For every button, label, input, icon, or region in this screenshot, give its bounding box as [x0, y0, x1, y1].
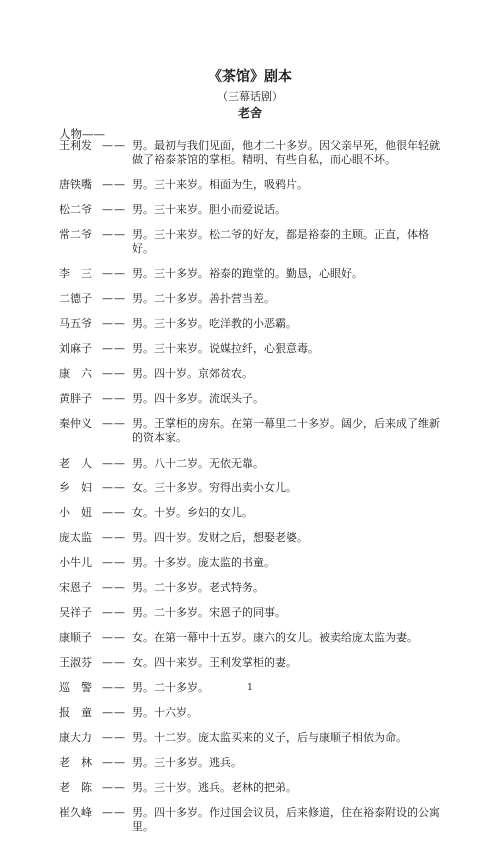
separator-dash: —— — [102, 631, 126, 645]
character-name: 乡 妇 — [59, 481, 92, 495]
character-row — [0, 317, 500, 331]
character-row — [0, 656, 500, 670]
separator-dash: —— — [102, 417, 126, 431]
character-description: 男。四十岁。发财之后，想娶老婆。 — [132, 531, 308, 545]
character-row — [0, 392, 500, 406]
separator-dash: —— — [102, 342, 126, 356]
character-name: 庞太监 — [59, 531, 92, 545]
character-description: 男。三十来岁。说媒拉纤，心狠意毒。 — [132, 342, 319, 356]
character-description: 男。四十多岁。流氓头子。 — [132, 392, 264, 406]
separator-dash: —— — [102, 531, 126, 545]
character-row — [0, 228, 500, 256]
separator-dash: —— — [102, 731, 126, 745]
separator-dash: —— — [102, 139, 126, 152]
character-description: 男。二十多岁。老式特务。 — [132, 581, 264, 595]
character-row — [0, 139, 500, 167]
character-description: 男。二十多岁。 — [132, 681, 209, 695]
separator-dash: —— — [102, 556, 126, 570]
character-row — [0, 481, 500, 495]
character-name: 巡 警 — [59, 681, 92, 695]
character-row — [0, 781, 500, 795]
character-row — [0, 631, 500, 645]
character-row — [0, 292, 500, 306]
character-description: 男。三十多岁。逃兵。 — [132, 756, 242, 770]
character-row — [0, 706, 500, 720]
character-name: 黄胖子 — [59, 392, 92, 406]
character-description: 男。二十多岁。宋恩子的同事。 — [132, 606, 286, 620]
character-row — [0, 267, 500, 281]
character-name: 康顺子 — [59, 631, 92, 645]
character-name: 常二爷 — [59, 228, 92, 242]
character-name: 小牛儿 — [59, 556, 92, 570]
character-row — [0, 606, 500, 620]
character-description: 女。十岁。乡妇的女儿。 — [132, 506, 253, 520]
character-row — [0, 581, 500, 595]
character-row — [0, 506, 500, 520]
character-row — [0, 367, 500, 381]
character-row — [0, 556, 500, 570]
separator-dash: —— — [102, 317, 126, 331]
character-description: 男。三十多岁。裕泰的跑堂的。勤恳，心眼好。 — [132, 267, 363, 281]
character-description: 男。王掌柜的房东。在第一幕里二十多岁。阔少，后来成了维新的资本家。 — [132, 417, 440, 445]
character-row — [0, 806, 500, 834]
character-name: 小 妞 — [59, 506, 92, 520]
character-description: 女。在第一幕中十五岁。康六的女儿。被卖给庞太监为妻。 — [132, 631, 418, 645]
character-name: 报 童 — [59, 706, 92, 720]
separator-dash: —— — [102, 367, 126, 381]
separator-dash: —— — [102, 202, 126, 216]
character-description: 男。八十二岁。无依无靠。 — [132, 456, 264, 470]
character-name: 老 人 — [59, 456, 92, 470]
character-row — [0, 178, 500, 192]
character-name: 王利发 — [59, 139, 92, 152]
character-name: 二德子 — [59, 292, 92, 306]
character-name: 王淑芬 — [59, 656, 92, 670]
character-description: 男。三十岁。逃兵。老林的把弟。 — [132, 781, 297, 795]
character-description: 男。十二岁。庞太监买来的义子，后与康顺子相依为命。 — [132, 731, 407, 745]
character-row — [0, 417, 500, 445]
character-name: 康 六 — [59, 367, 92, 381]
character-row — [0, 531, 500, 545]
character-description: 男。三十来岁。相面为生，吸鸦片。 — [132, 178, 308, 192]
separator-dash: —— — [102, 581, 126, 595]
character-name: 秦仲义 — [59, 417, 92, 431]
character-name: 宋恩子 — [59, 581, 92, 595]
character-name: 康大力 — [59, 731, 92, 745]
character-description: 女。三十多岁。穷得出卖小女儿。 — [132, 481, 297, 495]
character-description: 男。十多岁。庞太监的书童。 — [132, 556, 275, 570]
separator-dash: —— — [102, 481, 126, 495]
separator-dash: —— — [102, 806, 126, 820]
character-name: 老 陈 — [59, 781, 92, 795]
page-title: 《茶馆》剧本 — [208, 69, 292, 85]
character-description: 男。三十多岁。吃洋教的小恶霸。 — [132, 317, 297, 331]
character-name: 李 三 — [59, 267, 92, 281]
character-description: 男。二十多岁。善扑营当差。 — [132, 292, 275, 306]
character-name: 老 林 — [59, 756, 92, 770]
separator-dash: —— — [102, 292, 126, 306]
author-name: 老舍 — [237, 106, 262, 120]
separator-dash: —— — [102, 756, 126, 770]
character-description: 男。三十来岁。松二爷的好友，都是裕泰的主顾。正直，体格好。 — [132, 228, 429, 256]
cast-list — [0, 139, 500, 844]
character-description: 男。最初与我们见面，他才二十多岁。因父亲早死，他很年轻就做了裕泰茶馆的掌柜。精明、有些自私，而心眼不坏。 — [132, 139, 440, 166]
character-description: 男。三十来岁。胆小而爱说话。 — [132, 202, 286, 216]
character-row — [0, 756, 500, 770]
separator-dash: —— — [102, 178, 126, 192]
separator-dash: —— — [102, 706, 126, 720]
cast-list-heading: 人物—— — [59, 127, 105, 141]
character-name: 松二爷 — [59, 202, 92, 216]
separator-dash: —— — [102, 392, 126, 406]
character-row — [0, 342, 500, 356]
page-number: 1 — [247, 683, 253, 693]
separator-dash: —— — [102, 681, 126, 695]
separator-dash: —— — [102, 656, 126, 670]
page-subtitle: （三幕话剧） — [217, 90, 283, 103]
separator-dash: —— — [102, 456, 126, 470]
separator-dash: —— — [102, 267, 126, 281]
separator-dash: —— — [102, 606, 126, 620]
character-name: 唐铁嘴 — [59, 178, 92, 192]
separator-dash: —— — [102, 781, 126, 795]
character-row — [0, 731, 500, 745]
character-row — [0, 457, 500, 471]
character-row — [0, 203, 500, 217]
character-description: 男。四十多岁。作过国会议员，后来修道，住在裕泰附设的公寓里。 — [132, 806, 440, 834]
character-description: 女。四十来岁。王利发掌柜的妻。 — [132, 656, 297, 670]
character-name: 崔久峰 — [59, 806, 92, 820]
separator-dash: —— — [102, 506, 126, 520]
character-description: 男。十六岁。 — [132, 706, 198, 720]
character-name: 马五爷 — [59, 317, 92, 331]
separator-dash: —— — [102, 228, 126, 242]
character-name: 吴祥子 — [59, 606, 92, 620]
character-name: 刘麻子 — [59, 342, 92, 356]
character-description: 男。四十岁。京郊贫农。 — [132, 367, 253, 381]
